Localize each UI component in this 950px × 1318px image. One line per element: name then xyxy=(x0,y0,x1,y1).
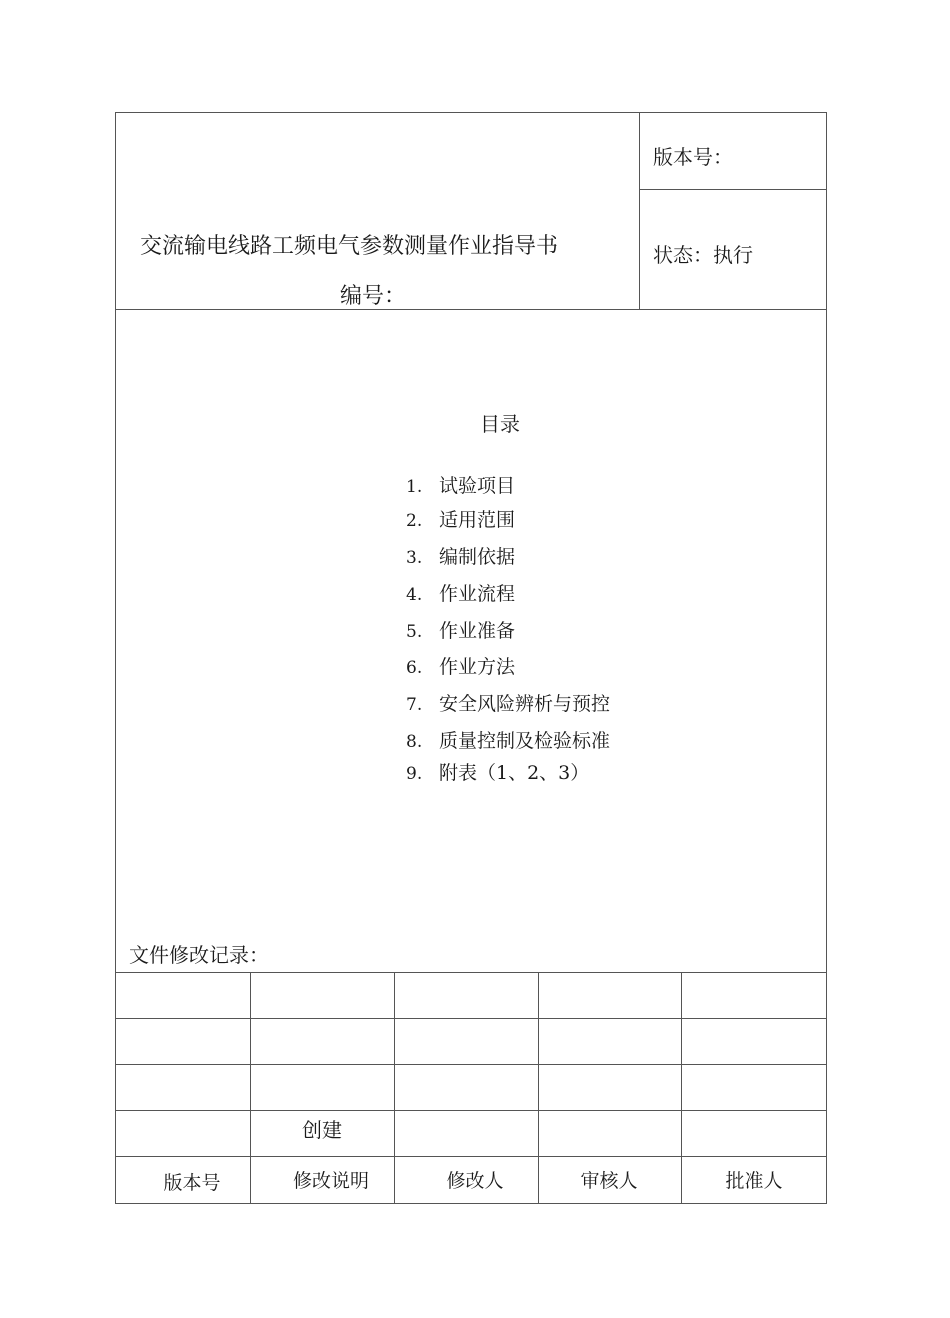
toc-item xyxy=(406,726,610,753)
toc-item xyxy=(406,616,515,643)
toc-item-number: 5. xyxy=(406,622,423,642)
document-title: 交流输电线路工频电气参数测量作业指导书 xyxy=(140,234,559,259)
toc-item-label: 质量控制及检验标准 xyxy=(439,730,611,752)
toc-item-label: 作业准备 xyxy=(439,620,516,642)
column-header-approver: 批准人 xyxy=(725,1170,783,1192)
toc-heading: 目录 xyxy=(480,412,520,436)
toc-item xyxy=(406,652,515,679)
toc-item-label: 适用范围 xyxy=(439,509,516,531)
toc-item-number: 7. xyxy=(406,695,423,715)
document-number-label: 编号： xyxy=(340,284,407,309)
toc-item-number: 1. xyxy=(406,477,423,497)
toc-item xyxy=(406,758,589,785)
status-label: 状态：执行 xyxy=(653,243,753,267)
toc-item-label: 作业方法 xyxy=(439,656,516,678)
revision-table-row-line xyxy=(115,1064,827,1065)
header-divider-right xyxy=(639,189,827,190)
revision-record-label: 文件修改记录： xyxy=(129,943,269,967)
toc-item-number: 2. xyxy=(406,511,423,531)
column-header-reviewer: 审核人 xyxy=(580,1170,638,1192)
revision-table-row-line xyxy=(115,1156,827,1157)
revision-table-col-line xyxy=(394,972,395,1204)
toc-item-label: 编制依据 xyxy=(439,546,516,568)
revision-table-row-line xyxy=(115,1110,827,1111)
toc-item-number: 9. xyxy=(406,764,423,784)
toc-item-label: 作业流程 xyxy=(439,583,516,605)
header-divider-vertical xyxy=(639,112,640,310)
revision-table-top xyxy=(115,972,827,973)
toc-item-number: 4. xyxy=(406,585,423,605)
column-header-description: 修改说明 xyxy=(292,1170,370,1192)
revision-table-col-line xyxy=(250,972,251,1204)
toc-item-label: 试验项目 xyxy=(439,475,516,497)
toc-item xyxy=(406,542,515,569)
version-label: 版本号： xyxy=(653,145,733,169)
revision-row-description: 创建 xyxy=(302,1118,342,1142)
toc-item-label: 附表（1、2、3） xyxy=(439,762,590,784)
toc-item xyxy=(406,689,610,716)
toc-item xyxy=(406,579,515,606)
toc-item-number: 3. xyxy=(406,548,423,568)
toc-item-number: 8. xyxy=(406,732,423,752)
toc-item xyxy=(406,505,515,532)
revision-table-row-line xyxy=(115,1018,827,1019)
column-header-version: 版本号 xyxy=(163,1172,221,1194)
column-header-modifier: 修改人 xyxy=(446,1170,504,1192)
revision-table-col-line xyxy=(538,972,539,1204)
toc-item-label: 安全风险辨析与预控 xyxy=(439,693,611,715)
revision-table-col-line xyxy=(681,972,682,1204)
header-bottom-border xyxy=(115,309,827,310)
toc-item-number: 6. xyxy=(406,658,423,678)
toc-item xyxy=(406,471,515,498)
